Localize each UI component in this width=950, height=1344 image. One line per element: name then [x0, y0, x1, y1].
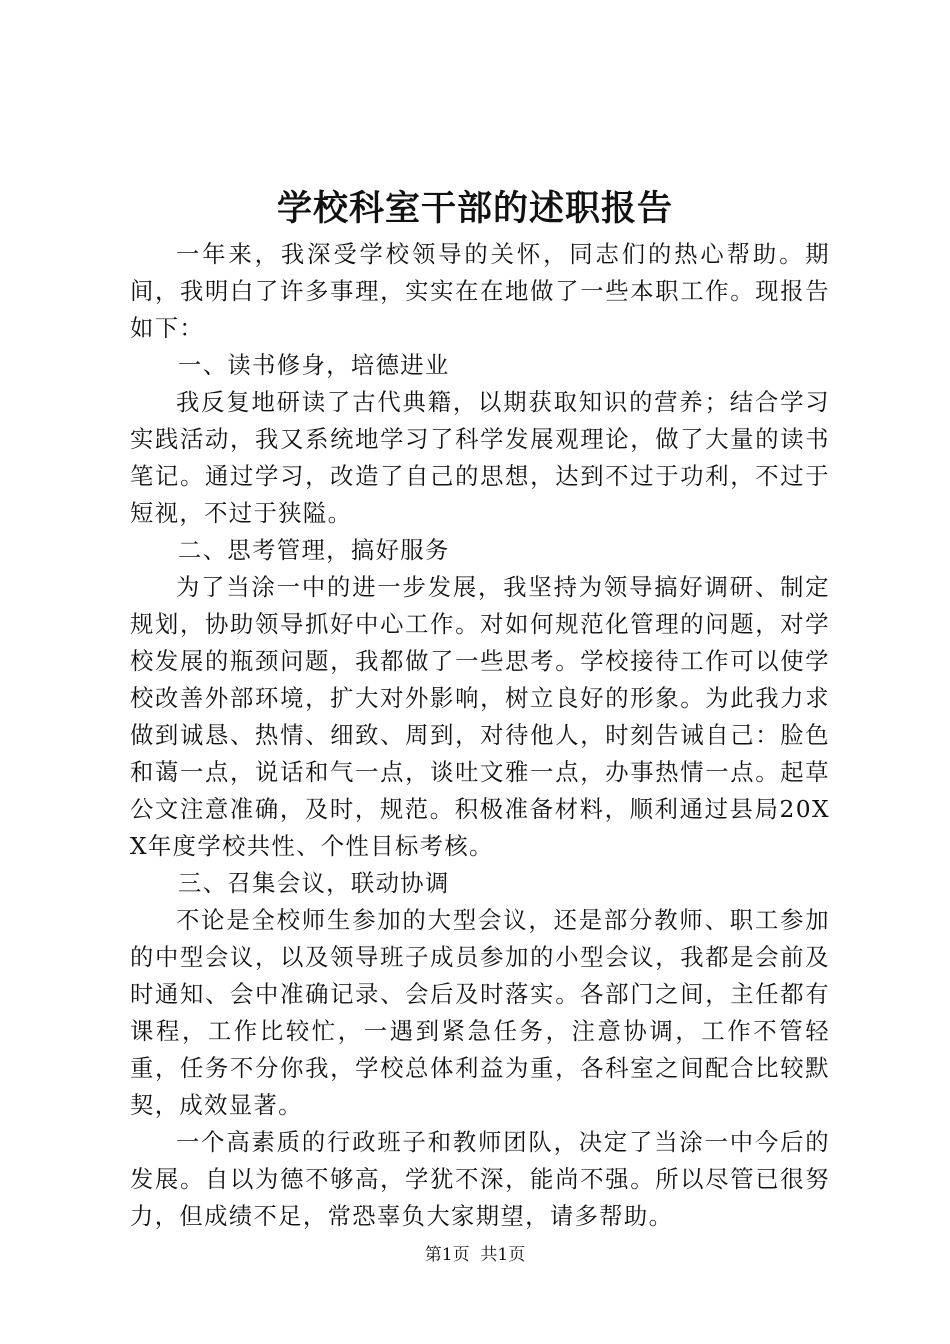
document-title: 学校科室干部的述职报告	[276, 188, 673, 229]
paragraph-section-1: 我反复地研读了古代典籍，以期获取知识的营养；结合学习实践活动，我又系统地学习了科学发展观理论，做了大量的读书笔记。通过学习，改造了自己的思想，达到不过于功利，不过于短视，不过于狭隘。	[130, 389, 830, 527]
page-footer: 第1页 共1页	[424, 1245, 526, 1265]
paragraph-conclusion: 一个高素质的行政班子和教师团队，决定了当涂一中今后的发展。自以为德不够高，学犹不深，能尚不强。所以尽管已很努力，但成绩不足，常恐辜负大家期望，请多帮助。	[130, 1129, 830, 1230]
section-heading-3: 三、召集会议，联动协调	[178, 870, 450, 897]
paragraph-section-3: 不论是全校师生参加的大型会议，还是部分教师、职工参加的中型会议，以及领导班子成员参加的小型会议，我都是会前及时通知、会中准确记录、会后及时落实。各部门之间，主任都有课程，工作比较忙，一遇到紧急任务，注意协调，工作不管轻重，任务不分你我，学校总体利益为重，各科室之间配合比较默契，成效显著。	[130, 907, 830, 1119]
paragraph-intro: 一年来，我深受学校领导的关怀，同志们的热心帮助。期间，我明白了许多事理，实实在在地做了一些本职工作。现报告如下：	[130, 241, 830, 342]
document-body	[130, 236, 830, 1235]
section-heading-1: 一、读书修身，培德进业	[178, 352, 450, 379]
section-heading-2: 二、思考管理，搞好服务	[178, 537, 450, 564]
paragraph-section-2: 为了当涂一中的进一步发展，我坚持为领导搞好调研、制定规划，协助领导抓好中心工作。对如何规范化管理的问题，对学校发展的瓶颈问题，我都做了一些思考。学校接待工作可以使学校改善外部环境，扩大对外影响，树立良好的形象。为此我力求做到诚恳、热情、细致、周到，对待他人，时刻告诫自己：脸色和蔼一点，说话和气一点，谈吐文雅一点，办事热情一点。起草公文注意准确，及时，规范。积极准备材料，顺利通过县局20XX年度学校共性、个性目标考核。	[130, 574, 830, 860]
